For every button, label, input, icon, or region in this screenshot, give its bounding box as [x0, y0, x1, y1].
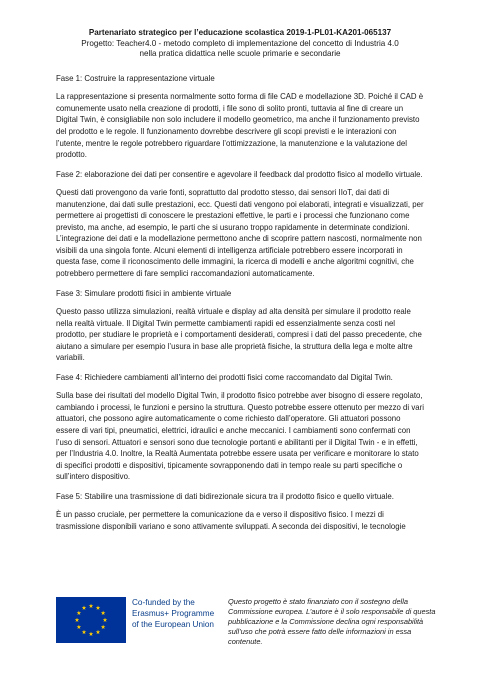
section-phase-4 — [56, 372, 424, 483]
section-phase-2 — [56, 169, 424, 280]
phase-2-heading: Fase 2: elaborazione dei dati per consentire e agevolare il feedback dal prodotto fisico al modello virtuale. — [56, 169, 423, 179]
header-project-line-1: Progetto: Teacher4.0 - metodo completo di implementazione del concetto di Industria 4.0 — [81, 38, 399, 48]
footer — [56, 597, 440, 657]
section-phase-5 — [56, 491, 424, 533]
phase-4-paragraph: Sulla base dei risultati del modello Digital Twin, il prodotto fisico potrebbe aver bisogno di essere regolato, cambiando i processi, le funzioni e persino la struttura. Questo potrebbe essere ottenuto per mezzo di vari attuatori, che possono agire automaticamente o come richiesto dall’operatore. Gli attuatori possono essere di vari tipi, pneumatici, elettrici, idraulici e anche meccanici. I cambiamenti sono confermati con l’uso di sensori. Attuatori e sensori sono due tecnologie portanti e abilitanti per il Digital Twin - e in effetti, per l’Industria 4.0. Inoltre, la Realtà Aumentata potrebbe essere usata per verificare e monitorare lo stato di specifici prodotti e dispositivi, tipicamente sovrapponendo dati in tempo reale su parti specifiche o sull’intero dispositivo. — [56, 391, 424, 482]
cofunded-text — [132, 597, 218, 630]
eu-flag-icon — [56, 597, 126, 643]
phase-3-heading: Fase 3: Simulare prodotti fisici in ambiente virtuale — [56, 288, 232, 298]
cofunded-line-3: of the European Union — [132, 620, 214, 629]
section-phase-3 — [56, 288, 424, 364]
cofunded-line-1: Co-funded by the — [132, 598, 195, 607]
disclaimer-text: Questo progetto è stato finanziato con il sostegno della Commissione europea. L’autore è il solo responsabile di questa pubblicazione e la Commissione declina ogni responsabilità sull’uso che potrà essere fatto delle informazioni in essa contenute. — [228, 597, 436, 647]
phase-3-paragraph: Questo passo utilizza simulazioni, realtà virtuale e display ad alta densità per simulare il prodotto reale nella realtà virtuale. Il Digital Twin permette cambiamenti rapidi ed essenzialmente senza costi nel prodotto, per studiare le proprietà e i comportamenti desiderati, compresi i dati del passo precedente, che aiutano a simulare per esempio l’usura in base alle proprietà fisiche, la struttura della lega e molte altre variabili. — [56, 307, 422, 363]
header-project-line-2: nella pratica didattica nelle scuole primarie e secondarie — [139, 49, 341, 59]
phase-1-heading: Fase 1: Costruire la rappresentazione virtuale — [56, 73, 215, 83]
phase-4-heading: Fase 4: Richiedere cambiamenti all’interno dei prodotti fisici come raccomandato dal Digital Twin. — [56, 372, 393, 382]
phase-1-paragraph: La rappresentazione si presenta normalmente sotto forma di file CAD e modellazione 3D. Poiché il CAD è comunemente usato nella creazione di prodotti, i file sono di solito pronti, tuttavia al fine di creare un Digital Twin, è consigliabile non solo includere il modello geometrico, ma anche il funzionamento previsto del prodotto e le regole. Il funzionamento dovrebbe descrivere gli scopi previsti e le interazioni con l’utente, mentre le regole potrebbero riguardare l’ottimizzazione, la manutenzione e la valutazione del prodotto. — [56, 92, 424, 160]
section-phase-1 — [56, 73, 424, 161]
phase-5-paragraph: È un passo cruciale, per permettere la comunicazione da e verso il dispositivo fisico. I mezzi di trasmissione disponibili variano e sono attivamente sviluppati. A seconda dei dispositivi, le tecnologie — [56, 510, 406, 531]
phase-2-paragraph: Questi dati provengono da varie fonti, soprattutto dal prodotto stesso, dai sensori IIoT, dai dati di manutenzione, dai dati sulle prestazioni, ecc. Questi dati vengono poi elaborati, integrati e visualizzati, per permettere ai progettisti di conoscere le prestazioni effettive, le parti e i processi che funzionano come previsto, ma anche, ad esempio, le parti che si usurano troppo rapidamente in determinate condizioni. L’integrazione dei dati e la modellazione permettono anche di scoprire pattern nascosti, normalmente non visibili da una singola fonte. Alcuni elementi di intelligenza artificiale potrebbero essere incorporati in questa fase, come il riconoscimento delle immagini, la ricerca di modelli e anche algoritmi cognitivi, che potrebbero permettere di fare semplici raccomandazioni automaticamente. — [56, 188, 424, 278]
document-header — [56, 28, 424, 60]
header-title: Partenariato strategico per l’educazione scolastica 2019-1-PL01-KA201-065137 — [88, 28, 392, 37]
phase-5-heading: Fase 5: Stabilire una trasmissione di dati bidirezionale sicura tra il prodotto fisico e quello virtuale. — [56, 491, 394, 501]
cofunded-line-2: Erasmus+ Programme — [132, 609, 215, 618]
